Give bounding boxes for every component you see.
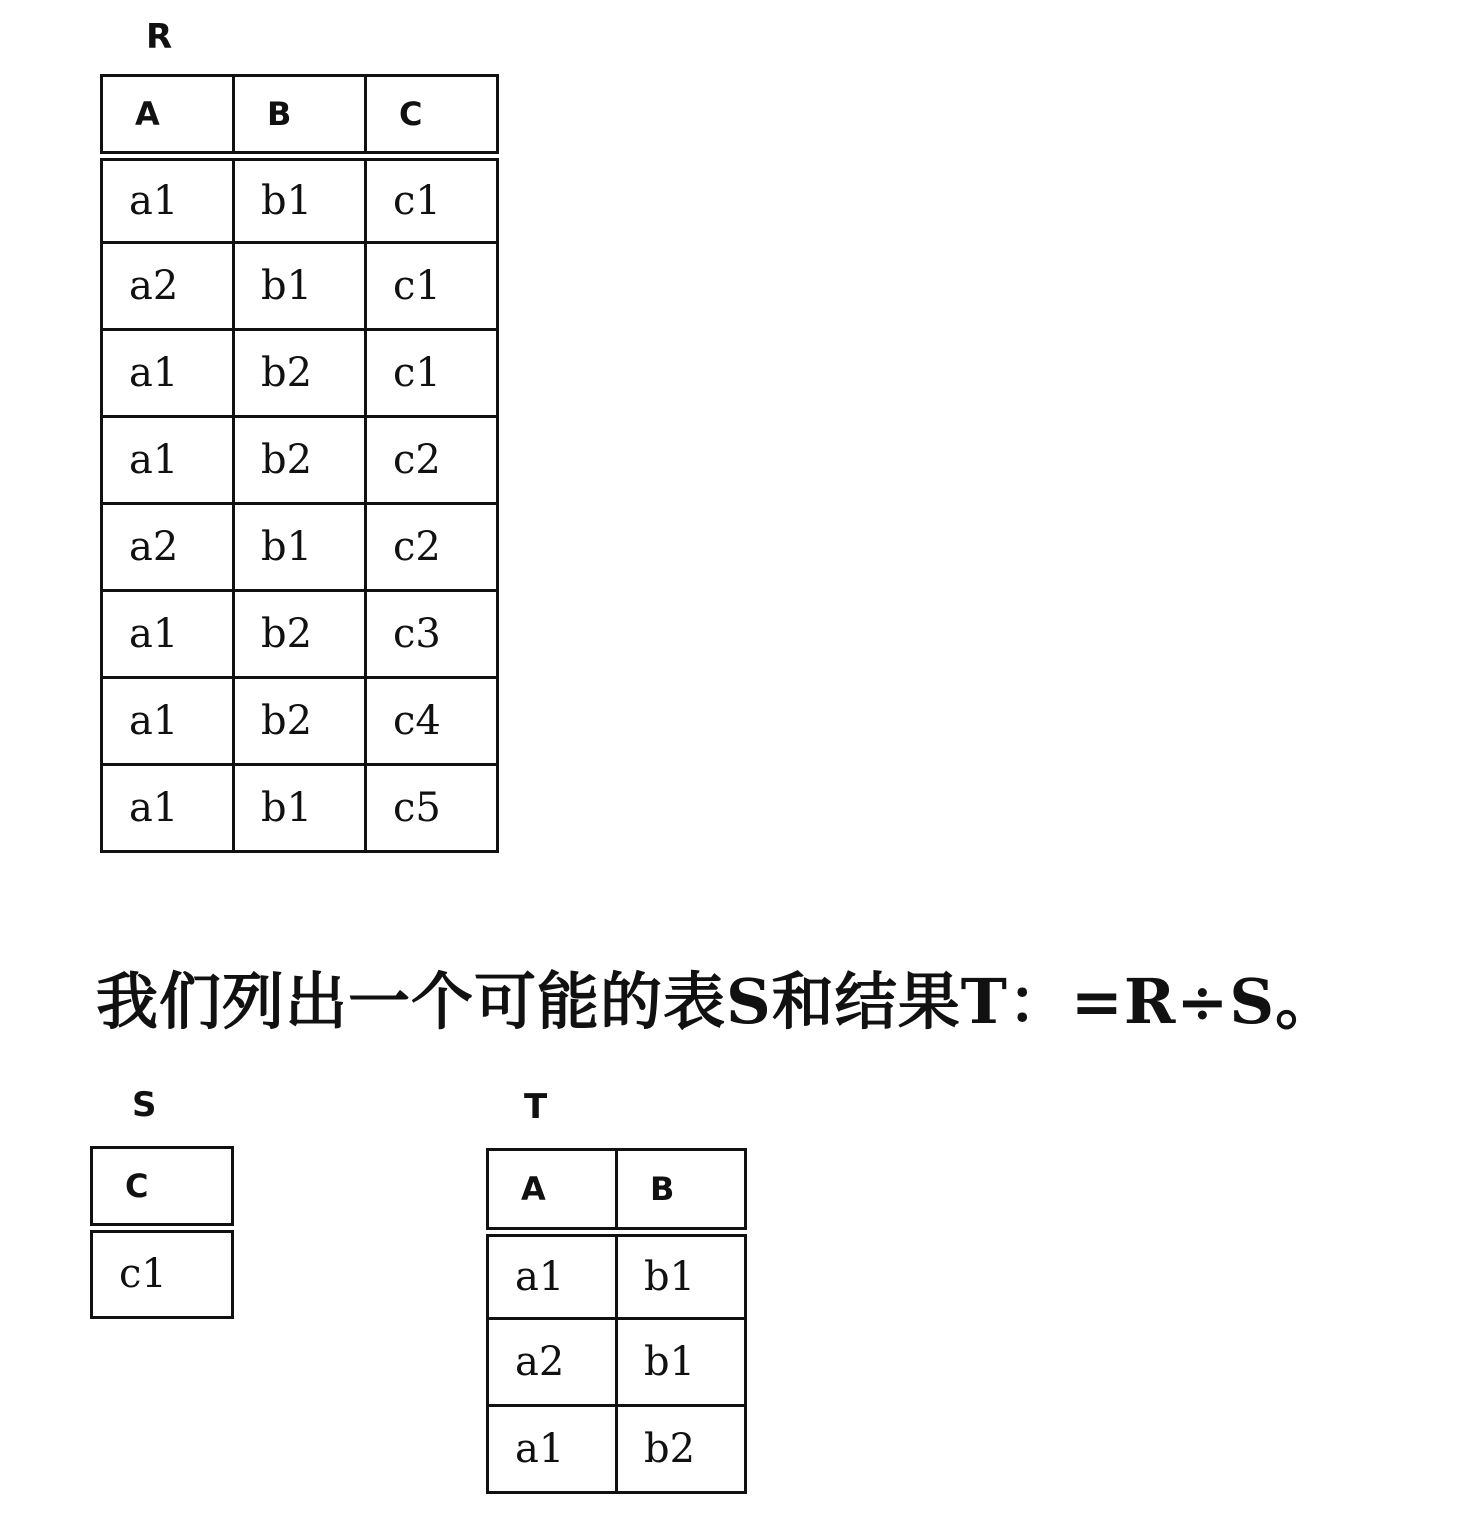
table-cell: c4 (366, 678, 498, 765)
relation-r-label: R (146, 17, 173, 57)
table-cell: c1 (366, 330, 498, 417)
table-cell: a1 (102, 330, 234, 417)
table-cell: b2 (234, 678, 366, 765)
table-cell: a1 (488, 1232, 617, 1319)
table-cell: a1 (102, 156, 234, 243)
column-header-b: B (234, 76, 366, 156)
table-row (102, 765, 498, 852)
table-cell: c3 (366, 591, 498, 678)
column-header-a: A (488, 1150, 617, 1232)
column-header-c: C (92, 1148, 233, 1228)
relation-s-label: S (132, 1085, 157, 1125)
column-header-b: B (617, 1150, 746, 1232)
header-row (102, 76, 498, 156)
table-row (102, 417, 498, 504)
table-cell: a2 (102, 504, 234, 591)
table-cell: b1 (234, 765, 366, 852)
table-row (92, 1228, 233, 1318)
relation-t-table (486, 1148, 747, 1494)
column-header-c: C (366, 76, 498, 156)
table-cell: a1 (102, 765, 234, 852)
table-cell: b2 (234, 591, 366, 678)
header-row (488, 1150, 746, 1232)
table-cell: a1 (102, 678, 234, 765)
table-cell: c1 (366, 156, 498, 243)
table-cell: b1 (234, 156, 366, 243)
table-cell: b2 (617, 1406, 746, 1493)
table-cell: a1 (102, 417, 234, 504)
table-cell: b1 (617, 1232, 746, 1319)
table-row (102, 156, 498, 243)
table-cell: a1 (488, 1406, 617, 1493)
relation-r-table (100, 74, 499, 853)
table-cell: c5 (366, 765, 498, 852)
table-row (102, 243, 498, 330)
table-row (102, 330, 498, 417)
table-row (102, 591, 498, 678)
column-header-a: A (102, 76, 234, 156)
relation-s-table (90, 1146, 234, 1319)
table-row (102, 678, 498, 765)
relation-t-label: T (524, 1087, 548, 1127)
table-cell: a2 (488, 1319, 617, 1406)
table-cell: b2 (234, 330, 366, 417)
table-cell: a1 (102, 591, 234, 678)
table-cell: a2 (102, 243, 234, 330)
division-caption: 我们列出一个可能的表S和结果T：=R÷S。 (96, 965, 1339, 1038)
table-row (488, 1319, 746, 1406)
table-cell: c2 (366, 417, 498, 504)
table-cell: c1 (92, 1228, 233, 1318)
table-cell: b1 (234, 243, 366, 330)
table-cell: b2 (234, 417, 366, 504)
table-cell: b1 (617, 1319, 746, 1406)
table-row (488, 1406, 746, 1493)
table-cell: b1 (234, 504, 366, 591)
table-row (488, 1232, 746, 1319)
table-row (102, 504, 498, 591)
table-cell: c2 (366, 504, 498, 591)
header-row (92, 1148, 233, 1228)
table-cell: c1 (366, 243, 498, 330)
